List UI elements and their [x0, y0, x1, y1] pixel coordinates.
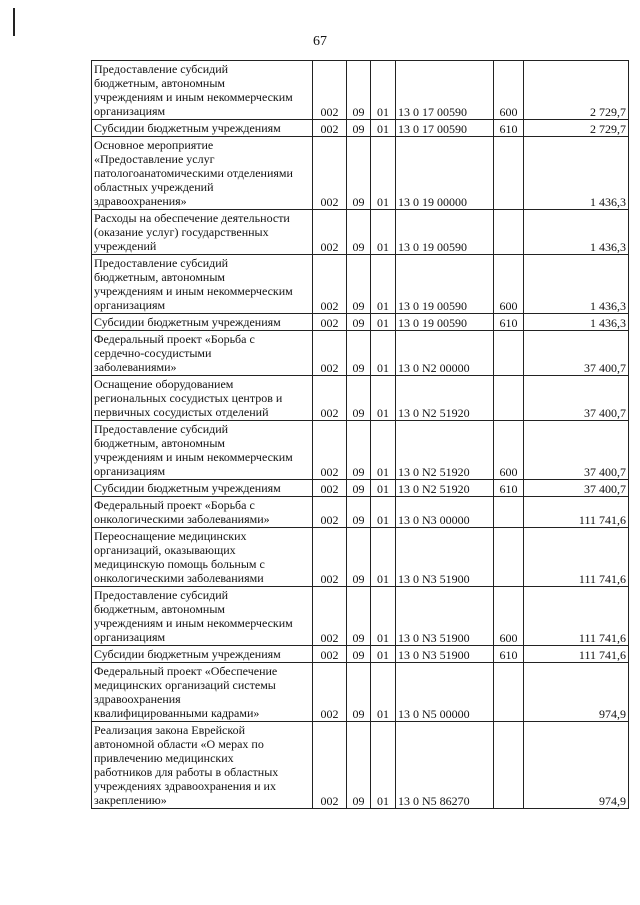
table-row: [92, 722, 629, 809]
expense-name-line: Субсидии бюджетным учреждениям: [94, 121, 281, 135]
expense-name-line: учреждениям и иным некоммерческим: [94, 284, 293, 298]
admin-code: 002: [313, 61, 347, 120]
amount-value: 111 741,6: [524, 587, 629, 646]
expense-name-line: бюджетным, автономным: [94, 76, 225, 90]
expense-name-line: патологоанатомическими отделениями: [94, 166, 293, 180]
expense-name: [92, 137, 313, 210]
expense-name-line: Субсидии бюджетным учреждениям: [94, 315, 281, 329]
subsection-code: 01: [371, 61, 396, 120]
section-code: 09: [347, 722, 371, 809]
expense-name-line: Переоснащение медицинских: [94, 529, 247, 543]
admin-code: 002: [313, 497, 347, 528]
expense-type-code: 610: [494, 480, 524, 497]
section-code: 09: [347, 210, 371, 255]
expense-name: [92, 314, 313, 331]
subsection-code: 01: [371, 331, 396, 376]
table-row: [92, 497, 629, 528]
expense-name-line: организациям: [94, 298, 166, 312]
table-row: [92, 587, 629, 646]
expense-type-code: [494, 528, 524, 587]
expense-name-line: региональных сосудистых центров и: [94, 391, 283, 405]
expense-name-line: организаций, оказывающих: [94, 543, 236, 557]
target-article-code: 13 0 N2 51920: [396, 421, 494, 480]
subsection-code: 01: [371, 210, 396, 255]
expense-name-line: онкологическими заболеваниями»: [94, 512, 270, 526]
section-code: 09: [347, 528, 371, 587]
expense-name-line: Основное мероприятие: [94, 138, 214, 152]
expense-type-code: [494, 331, 524, 376]
expense-name-line: автономной области «О мерах по: [94, 737, 264, 751]
expense-name-line: учреждениям и иным некоммерческим: [94, 90, 293, 104]
section-code: 09: [347, 120, 371, 137]
amount-value: 111 741,6: [524, 646, 629, 663]
amount-value: 37 400,7: [524, 480, 629, 497]
expense-name: [92, 480, 313, 497]
subsection-code: 01: [371, 421, 396, 480]
expense-name-line: онкологическими заболеваниями: [94, 571, 264, 585]
subsection-code: 01: [371, 497, 396, 528]
expense-name-line: «Предоставление услуг: [94, 152, 215, 166]
expense-name-line: Предоставление субсидий: [94, 62, 229, 76]
table-row: [92, 421, 629, 480]
table-row: [92, 210, 629, 255]
table-row: [92, 137, 629, 210]
target-article-code: 13 0 17 00590: [396, 120, 494, 137]
margin-mark: [13, 8, 15, 36]
target-article-code: 13 0 N5 00000: [396, 663, 494, 722]
expense-name-line: бюджетным, автономным: [94, 270, 225, 284]
expense-name-line: организациям: [94, 630, 166, 644]
expense-name: [92, 61, 313, 120]
section-code: 09: [347, 480, 371, 497]
expense-name-line: привлечению медицинских: [94, 751, 234, 765]
subsection-code: 01: [371, 480, 396, 497]
subsection-code: 01: [371, 137, 396, 210]
amount-value: 111 741,6: [524, 497, 629, 528]
amount-value: 1 436,3: [524, 255, 629, 314]
admin-code: 002: [313, 587, 347, 646]
budget-table-body: [92, 61, 629, 809]
expense-name: [92, 210, 313, 255]
admin-code: 002: [313, 528, 347, 587]
expense-name-line: Реализация закона Еврейской: [94, 723, 246, 737]
expense-name-line: Предоставление субсидий: [94, 422, 229, 436]
expense-name: [92, 528, 313, 587]
admin-code: 002: [313, 376, 347, 421]
amount-value: 1 436,3: [524, 210, 629, 255]
expense-name: [92, 646, 313, 663]
expense-name: [92, 255, 313, 314]
expense-name-line: здравоохранения»: [94, 194, 187, 208]
section-code: 09: [347, 137, 371, 210]
expense-type-code: 600: [494, 255, 524, 314]
expense-name-line: Федеральный проект «Борьба с: [94, 332, 255, 346]
section-code: 09: [347, 497, 371, 528]
expense-type-code: [494, 137, 524, 210]
subsection-code: 01: [371, 376, 396, 421]
expense-name-line: Предоставление субсидий: [94, 256, 229, 270]
expense-name-line: здравоохранения: [94, 692, 181, 706]
section-code: 09: [347, 587, 371, 646]
expense-name: [92, 497, 313, 528]
expense-name-line: (оказание услуг) государственных: [94, 225, 269, 239]
target-article-code: 13 0 N2 51920: [396, 480, 494, 497]
amount-value: 2 729,7: [524, 61, 629, 120]
expense-name-line: Субсидии бюджетным учреждениям: [94, 481, 281, 495]
amount-value: 1 436,3: [524, 137, 629, 210]
expense-name-line: Субсидии бюджетным учреждениям: [94, 647, 281, 661]
subsection-code: 01: [371, 120, 396, 137]
table-row: [92, 376, 629, 421]
admin-code: 002: [313, 646, 347, 663]
amount-value: 2 729,7: [524, 120, 629, 137]
expense-type-code: [494, 210, 524, 255]
expense-type-code: 610: [494, 314, 524, 331]
target-article-code: 13 0 N2 00000: [396, 331, 494, 376]
target-article-code: 13 0 N3 00000: [396, 497, 494, 528]
subsection-code: 01: [371, 587, 396, 646]
expense-name: [92, 722, 313, 809]
admin-code: 002: [313, 421, 347, 480]
expense-name-line: медицинских организаций системы: [94, 678, 276, 692]
expense-type-code: [494, 663, 524, 722]
table-row: [92, 120, 629, 137]
expense-type-code: 610: [494, 120, 524, 137]
table-row: [92, 255, 629, 314]
subsection-code: 01: [371, 314, 396, 331]
expense-name: [92, 587, 313, 646]
expense-name-line: первичных сосудистых отделений: [94, 405, 269, 419]
table-row: [92, 480, 629, 497]
page-number: 67: [313, 34, 327, 49]
admin-code: 002: [313, 663, 347, 722]
expense-type-code: 600: [494, 587, 524, 646]
table-row: [92, 331, 629, 376]
expense-name-line: Федеральный проект «Обеспечение: [94, 664, 278, 678]
expense-name-line: Предоставление субсидий: [94, 588, 229, 602]
subsection-code: 01: [371, 722, 396, 809]
expense-type-code: 610: [494, 646, 524, 663]
expense-name: [92, 663, 313, 722]
section-code: 09: [347, 314, 371, 331]
expense-name-line: квалифицированными кадрами»: [94, 706, 260, 720]
amount-value: 1 436,3: [524, 314, 629, 331]
amount-value: 111 741,6: [524, 528, 629, 587]
expense-name-line: заболеваниями»: [94, 360, 177, 374]
expense-name-line: учреждениям и иным некоммерческим: [94, 450, 293, 464]
expense-name: [92, 120, 313, 137]
table-row: [92, 314, 629, 331]
table-row: [92, 663, 629, 722]
admin-code: 002: [313, 120, 347, 137]
expense-name-line: медицинскую помощь больным с: [94, 557, 265, 571]
expense-type-code: [494, 376, 524, 421]
admin-code: 002: [313, 210, 347, 255]
amount-value: 974,9: [524, 722, 629, 809]
expense-name: [92, 421, 313, 480]
section-code: 09: [347, 646, 371, 663]
expense-type-code: 600: [494, 421, 524, 480]
target-article-code: 13 0 19 00000: [396, 137, 494, 210]
table-row: [92, 61, 629, 120]
admin-code: 002: [313, 480, 347, 497]
expense-type-code: [494, 722, 524, 809]
expense-name-line: закреплению»: [94, 793, 167, 807]
section-code: 09: [347, 376, 371, 421]
admin-code: 002: [313, 314, 347, 331]
admin-code: 002: [313, 722, 347, 809]
expense-name-line: сердечно-сосудистыми: [94, 346, 212, 360]
admin-code: 002: [313, 137, 347, 210]
target-article-code: 13 0 19 00590: [396, 255, 494, 314]
expense-name: [92, 331, 313, 376]
target-article-code: 13 0 19 00590: [396, 314, 494, 331]
admin-code: 002: [313, 331, 347, 376]
expense-name-line: учреждениям и иным некоммерческим: [94, 616, 293, 630]
expense-name-line: организациям: [94, 464, 166, 478]
target-article-code: 13 0 N3 51900: [396, 646, 494, 663]
section-code: 09: [347, 331, 371, 376]
subsection-code: 01: [371, 646, 396, 663]
amount-value: 37 400,7: [524, 331, 629, 376]
expense-name-line: учреждений: [94, 239, 157, 253]
target-article-code: 13 0 N5 86270: [396, 722, 494, 809]
target-article-code: 13 0 N3 51900: [396, 528, 494, 587]
expense-name-line: областных учреждений: [94, 180, 214, 194]
expense-name-line: Расходы на обеспечение деятельности: [94, 211, 290, 225]
amount-value: 974,9: [524, 663, 629, 722]
amount-value: 37 400,7: [524, 421, 629, 480]
table-row: [92, 646, 629, 663]
section-code: 09: [347, 61, 371, 120]
expense-name-line: бюджетным, автономным: [94, 436, 225, 450]
expense-name: [92, 376, 313, 421]
expense-type-code: [494, 497, 524, 528]
subsection-code: 01: [371, 255, 396, 314]
table-row: [92, 528, 629, 587]
section-code: 09: [347, 663, 371, 722]
expense-name-line: бюджетным, автономным: [94, 602, 225, 616]
subsection-code: 01: [371, 663, 396, 722]
subsection-code: 01: [371, 528, 396, 587]
admin-code: 002: [313, 255, 347, 314]
expense-name-line: Оснащение оборудованием: [94, 377, 234, 391]
section-code: 09: [347, 255, 371, 314]
section-code: 09: [347, 421, 371, 480]
expense-name-line: работников для работы в областных: [94, 765, 279, 779]
amount-value: 37 400,7: [524, 376, 629, 421]
expense-name-line: организациям: [94, 104, 166, 118]
expense-type-code: 600: [494, 61, 524, 120]
target-article-code: 13 0 17 00590: [396, 61, 494, 120]
target-article-code: 13 0 N2 51920: [396, 376, 494, 421]
target-article-code: 13 0 N3 51900: [396, 587, 494, 646]
target-article-code: 13 0 19 00590: [396, 210, 494, 255]
expense-name-line: Федеральный проект «Борьба с: [94, 498, 255, 512]
expense-name-line: учреждениях здравоохранения и их: [94, 779, 276, 793]
budget-table: [91, 60, 629, 809]
